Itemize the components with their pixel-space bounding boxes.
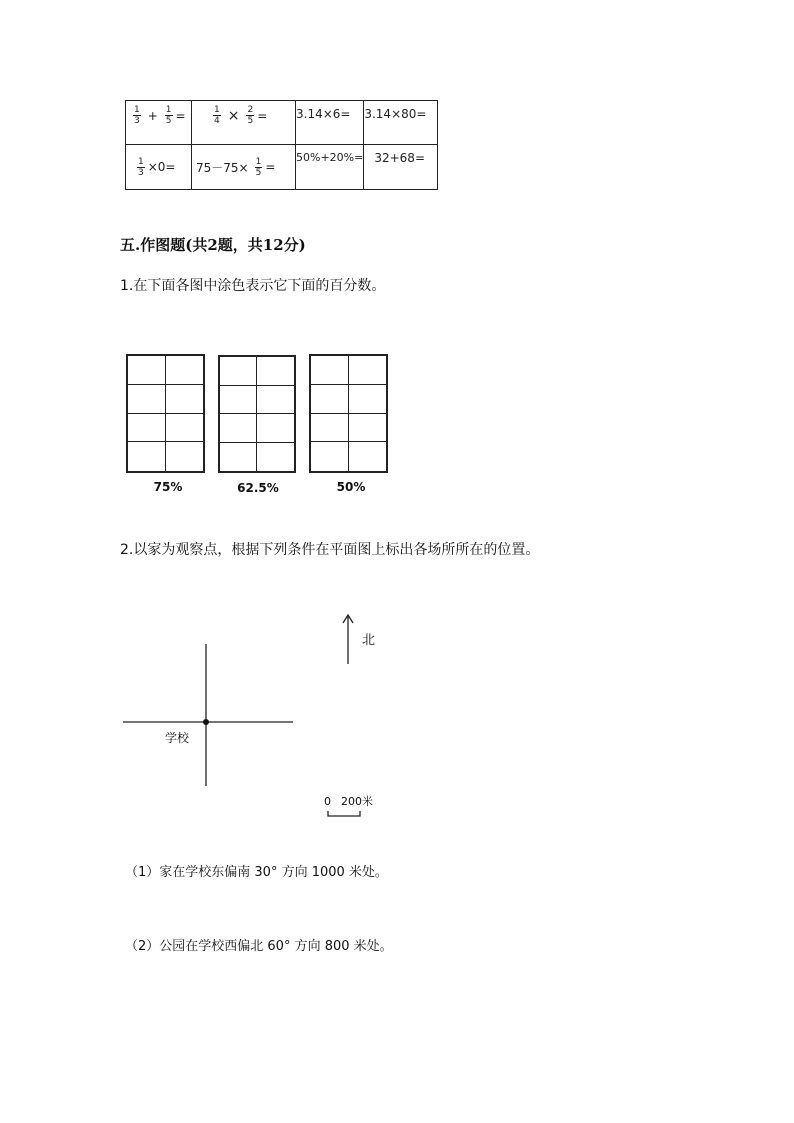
north-label: 北 [362,633,376,648]
scale-bar [328,811,360,816]
percent-label-62-5: 62.5% [237,481,279,495]
percent-label-50: 50% [336,480,366,494]
section-title: 五.作图题(共2题，共12分) [120,236,306,254]
calc-cell: 50%+20%= [296,145,364,190]
sub-question-1: （1）家在学校东偏南 30° 方向 1000 米处。 [125,865,388,880]
calc-cell: $\frac{1}{3}$ ×0= [126,145,192,190]
fraction: $\frac{2}{5}$ [247,105,254,126]
fraction: $\frac{1}{5}$ [165,105,172,126]
question-1-text: 1.在下面各图中涂色表示它下面的百分数。 [120,278,386,294]
fraction: $\frac{1}{3}$ [134,105,140,126]
scale-unit-label: 200米 [341,795,373,808]
fraction: $\frac{1}{5}$ [255,156,262,178]
calc-cell: $\frac{1}{4}$ × $\frac{2}{5}$ = [192,101,296,145]
percent-label-75: 75% [153,480,183,494]
fraction: $\frac{1}{4}$ [214,105,220,126]
calc-cell: 32+68= [364,145,438,190]
calc-cell: 3.14×80= [364,101,438,145]
sub-question-2: （2）公园在学校西偏北 60° 方向 800 米处。 [125,939,393,954]
calc-cell: $\frac{1}{3}$ + $\frac{1}{5}$ = [126,101,192,145]
fraction: $\frac{1}{3}$ [138,156,144,178]
school-label: 学校 [165,731,190,745]
calc-cell: 75－75× $\frac{1}{5}$ = [192,145,296,190]
scale-zero-label: 0 [324,795,331,808]
calc-cell: 3.14×6= [296,101,364,145]
question-2-text: 2.以家为观察点，根据下列条件在平面图上标出各场所所在的位置。 [120,542,540,558]
school-point [203,719,209,725]
